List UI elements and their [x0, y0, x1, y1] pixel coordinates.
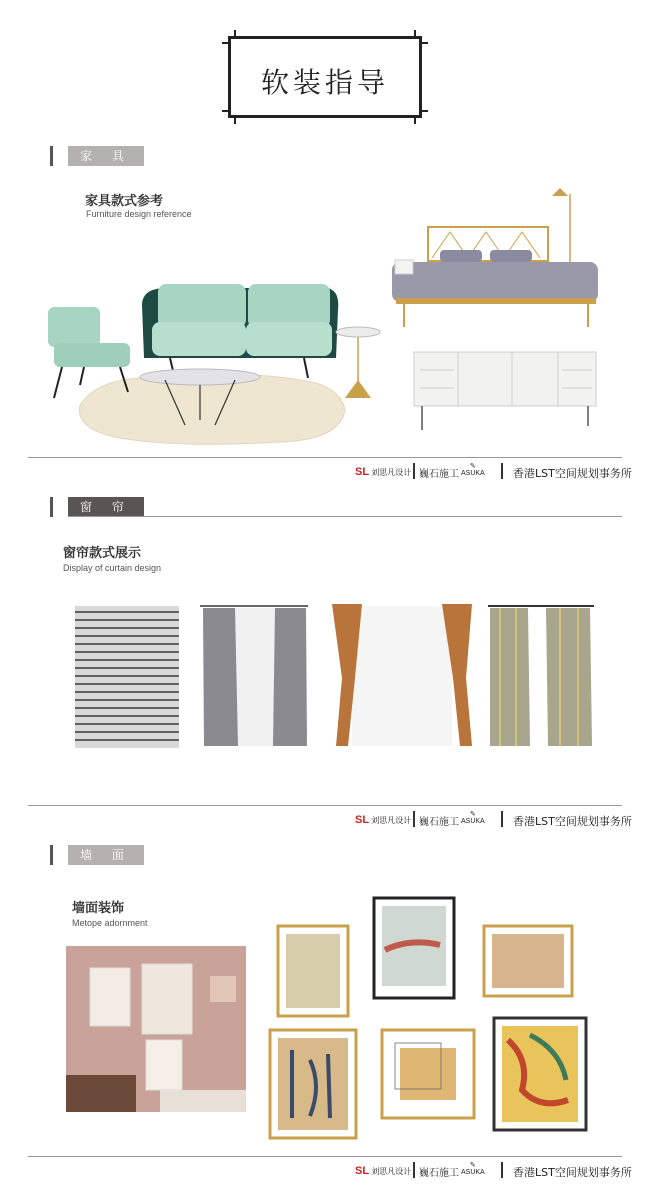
section-title-furniture: 家具款式参考 — [85, 194, 164, 209]
section-subtitle-wall: Metope adornment — [72, 918, 148, 928]
section-bar-furniture — [50, 146, 622, 166]
wall-decor-illustration — [60, 890, 600, 1145]
section-title-curtain: 窗帘款式展示 — [63, 546, 142, 561]
firm-name: 香港LST空间规划事务所 — [513, 467, 632, 480]
page-title: 软装指导 — [260, 66, 389, 99]
section-subtitle-furniture: Furniture design reference — [86, 209, 192, 219]
footer-divider-3 — [28, 1156, 622, 1157]
footer-1 — [355, 462, 632, 482]
logo-weishi: 巍石施工 — [419, 469, 459, 480]
section-subtitle-curtain: Display of curtain design — [63, 563, 162, 573]
section-tab-furniture: 家 具 — [68, 146, 144, 166]
footer-3: SL 刘思凡设计 巍石施工 ✎ ASUKA 香港LST空间规划事务所 — [355, 1162, 632, 1179]
section-tab-curtain: 窗 帘 — [68, 497, 144, 517]
section-bar-wall — [50, 845, 622, 865]
section-title-wall: 墙面装饰 — [72, 901, 125, 916]
page-title-frame — [228, 36, 422, 118]
curtain-illustration — [70, 598, 600, 753]
furniture-illustration — [40, 180, 620, 450]
section-tab-wall: 墙 面 — [68, 845, 144, 865]
logo-sl: SL 刘思凡设计 — [355, 466, 412, 478]
footer-divider-2 — [28, 805, 622, 806]
footer-2: SL 刘思凡设计 巍石施工 ✎ ASUKA 香港LST空间规划事务所 — [355, 811, 632, 828]
footer-divider-1 — [28, 457, 622, 458]
logo-asuka: ✎ ASUKA — [461, 463, 485, 477]
section-bar-curtain — [50, 497, 622, 517]
